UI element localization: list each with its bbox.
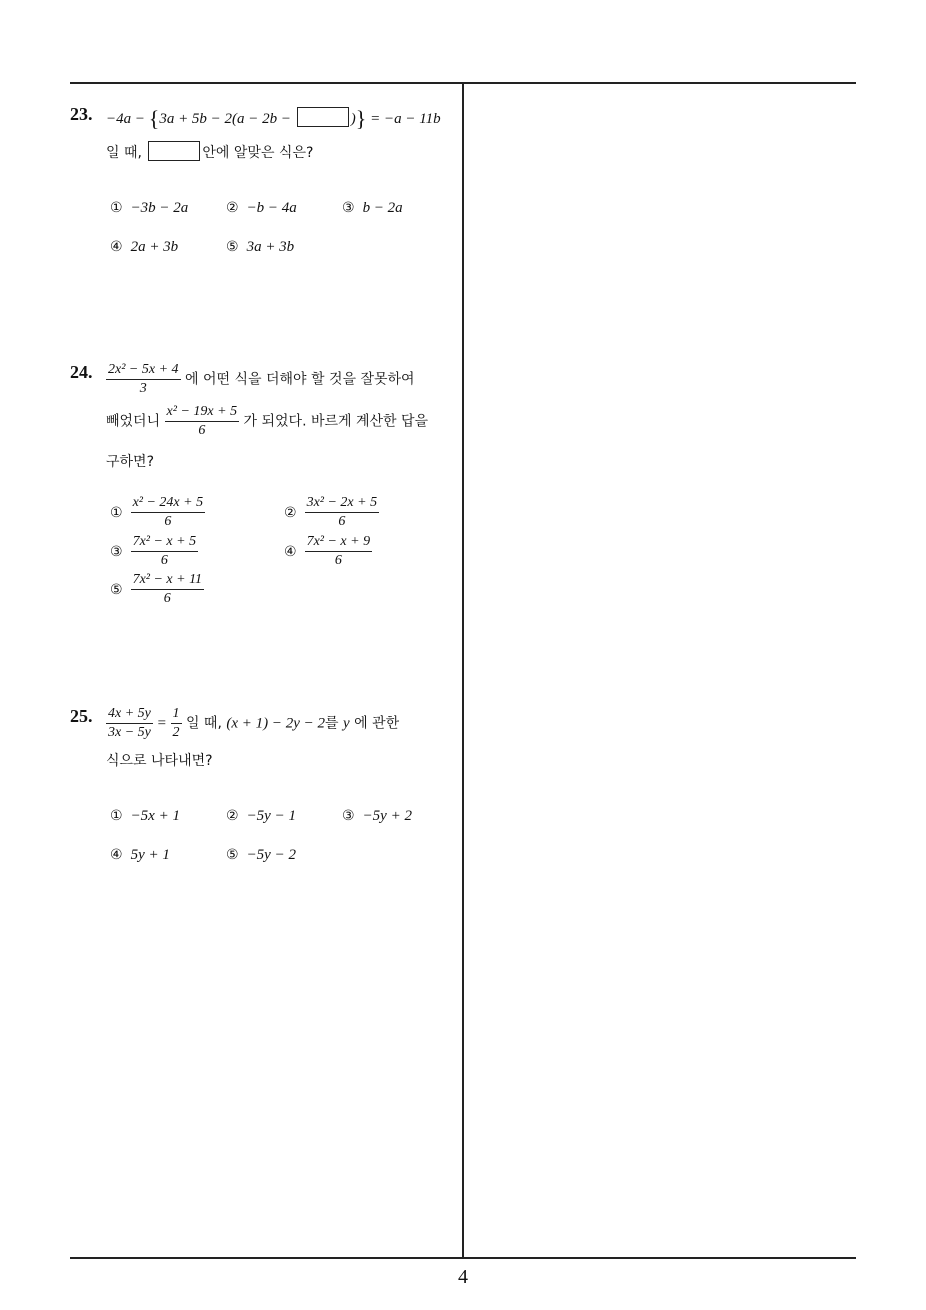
numerator: 7x² − x + 11	[131, 572, 204, 590]
choice-text: −5y − 2	[246, 847, 296, 863]
line-text: 에 어떤 식을 더해야 할 것을 잘못하여	[184, 371, 415, 388]
question-number: 23.	[70, 104, 93, 124]
question-24	[70, 360, 460, 620]
choice-5[interactable]	[110, 572, 204, 607]
numerator: 7x² − x + 5	[131, 534, 199, 552]
line-text: 식으로 나타내면?	[106, 753, 213, 769]
denominator: 6	[160, 553, 168, 568]
numerator: x² − 24x + 5	[131, 495, 206, 513]
variable: y	[343, 715, 350, 732]
choice-mark: ⑤	[110, 581, 123, 598]
choice-4[interactable]	[110, 847, 170, 864]
choice-mark: ③	[342, 200, 355, 216]
line-suffix: 가 되었다. 바르게 계산한 답을	[243, 413, 429, 430]
choice-mark: ⑤	[226, 239, 239, 255]
equation-middle: 3a + 5b − 2(a − 2b −	[159, 111, 295, 127]
fraction	[131, 534, 199, 569]
denominator: 6	[163, 591, 171, 606]
numerator: 2x² − 5x + 4	[106, 362, 181, 380]
choice-mark: ①	[110, 200, 123, 216]
right-brace: }	[355, 106, 367, 131]
choice-2[interactable]	[226, 808, 296, 825]
choice-1[interactable]	[110, 200, 188, 217]
choice-text: −3b − 2a	[130, 200, 189, 216]
choice-mark: ④	[284, 543, 297, 560]
fraction	[165, 404, 240, 439]
numerator: 1	[171, 706, 182, 724]
choice-text: b − 2a	[362, 200, 403, 216]
line-text-a: 일 때,	[181, 715, 227, 732]
equation-left: −4a −	[106, 111, 149, 127]
choice-1[interactable]	[110, 808, 180, 825]
numerator: 4x + 5y	[106, 706, 153, 724]
choice-5[interactable]	[226, 239, 294, 256]
prompt-prefix: 일 때,	[106, 145, 147, 161]
choice-mark: ③	[342, 808, 355, 824]
choice-4[interactable]	[110, 239, 178, 256]
fraction	[131, 572, 204, 607]
choice-text: 3a + 3b	[246, 239, 295, 255]
choice-mark: ②	[284, 504, 297, 521]
choice-text: 5y + 1	[130, 847, 170, 863]
expression: (x + 1) − 2y − 2	[226, 715, 326, 732]
choice-5[interactable]	[226, 847, 296, 864]
fraction	[106, 706, 153, 741]
fraction	[305, 495, 380, 530]
denominator: 6	[334, 553, 342, 568]
equation-close-paren: )	[350, 111, 356, 127]
choice-mark: ④	[110, 239, 123, 255]
left-brace: {	[148, 106, 160, 131]
choice-text: −5y + 2	[362, 808, 412, 824]
equation-right: = −a − 11b	[366, 111, 441, 127]
numerator: 3x² − 2x + 5	[305, 495, 380, 513]
answer-blank-box	[148, 141, 200, 161]
prompt-suffix: 안에 알맞은 식은?	[202, 145, 314, 161]
numerator: x² − 19x + 5	[165, 404, 240, 422]
choice-text: −5x + 1	[130, 808, 180, 824]
choice-2[interactable]	[226, 200, 297, 217]
question-number: 25.	[70, 706, 93, 726]
question-25-line2	[106, 750, 213, 770]
choice-mark: ①	[110, 808, 123, 824]
line-prefix: 빼었더니	[106, 413, 165, 430]
choice-mark: ③	[110, 543, 123, 560]
answer-blank-box	[297, 107, 349, 127]
choice-mark: ②	[226, 200, 239, 216]
choice-text: 2a + 3b	[130, 239, 179, 255]
choice-mark: ④	[110, 847, 123, 863]
question-23-prompt	[106, 141, 313, 162]
fraction	[131, 495, 206, 530]
denominator: 2	[172, 725, 180, 740]
choice-text: −5y − 1	[246, 808, 296, 824]
question-24-line2	[106, 404, 428, 439]
line-text-c: 에 관한	[349, 715, 400, 732]
choice-1[interactable]	[110, 495, 205, 530]
page-number: 4	[458, 1266, 468, 1288]
choice-3[interactable]	[342, 200, 403, 217]
question-25	[70, 704, 460, 884]
choice-mark: ①	[110, 504, 123, 521]
choice-mark: ⑤	[226, 847, 239, 863]
choice-4[interactable]	[284, 534, 372, 569]
fraction	[305, 534, 373, 569]
line-text-b: 를	[325, 715, 344, 732]
question-number: 24.	[70, 362, 93, 382]
line-text: 구하면?	[106, 454, 155, 470]
bottom-rule	[70, 1257, 856, 1259]
choice-3[interactable]	[110, 534, 198, 569]
question-23-equation	[106, 106, 441, 132]
choice-mark: ②	[226, 808, 239, 824]
column-divider	[462, 82, 464, 1258]
fraction	[106, 362, 181, 397]
fraction	[171, 706, 182, 741]
denominator: 6	[198, 423, 206, 438]
choice-3[interactable]	[342, 808, 412, 825]
choice-text: −b − 4a	[246, 200, 297, 216]
denominator: 3x − 5y	[108, 725, 151, 740]
question-24-line1	[106, 362, 415, 397]
question-23	[70, 100, 460, 270]
denominator: 6	[338, 514, 346, 529]
question-24-line3	[106, 451, 154, 471]
choice-2[interactable]	[284, 495, 379, 530]
question-25-line1	[106, 706, 399, 741]
denominator: 3	[139, 381, 147, 396]
equals-sign: =	[152, 715, 171, 732]
denominator: 6	[164, 514, 172, 529]
numerator: 7x² − x + 9	[305, 534, 373, 552]
